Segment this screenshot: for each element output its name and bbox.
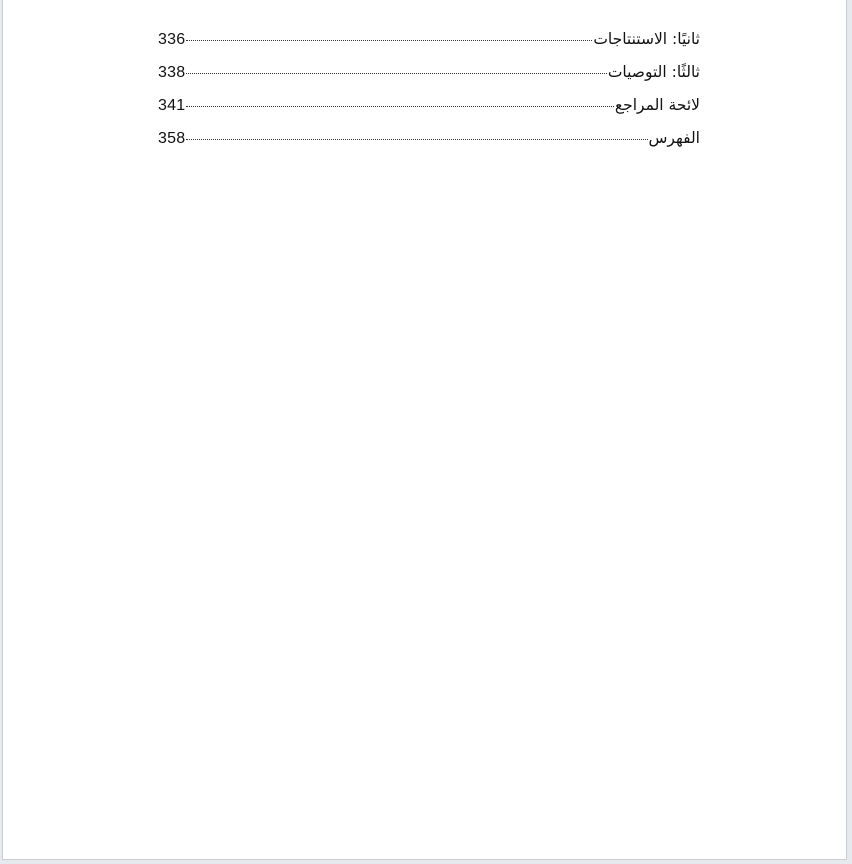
toc-dot-leader bbox=[186, 40, 592, 41]
toc-entry-page-number: 358 bbox=[158, 130, 186, 147]
toc-entry-page-number: 338 bbox=[158, 64, 186, 81]
toc-entry-index bbox=[158, 129, 700, 162]
toc-entry-title: الفهرس bbox=[648, 129, 700, 147]
toc-entry-page-number: 341 bbox=[158, 97, 186, 114]
toc-entry-recommendations bbox=[158, 63, 700, 96]
toc-entry-conclusions bbox=[158, 30, 700, 63]
toc-entry-title: لائحة المراجع bbox=[614, 96, 700, 114]
toc-dot-leader bbox=[186, 106, 614, 107]
toc-entry-title: ثالثًا: التوصيات bbox=[607, 63, 700, 81]
toc-entry-references bbox=[158, 96, 700, 129]
document-page bbox=[2, 0, 847, 860]
toc-dot-leader bbox=[186, 139, 647, 140]
toc-entry-page-number: 336 bbox=[158, 31, 186, 48]
table-of-contents bbox=[158, 30, 700, 162]
toc-entry-title: ثانيًا: الاستنتاجات bbox=[593, 30, 700, 48]
toc-dot-leader bbox=[186, 73, 607, 74]
